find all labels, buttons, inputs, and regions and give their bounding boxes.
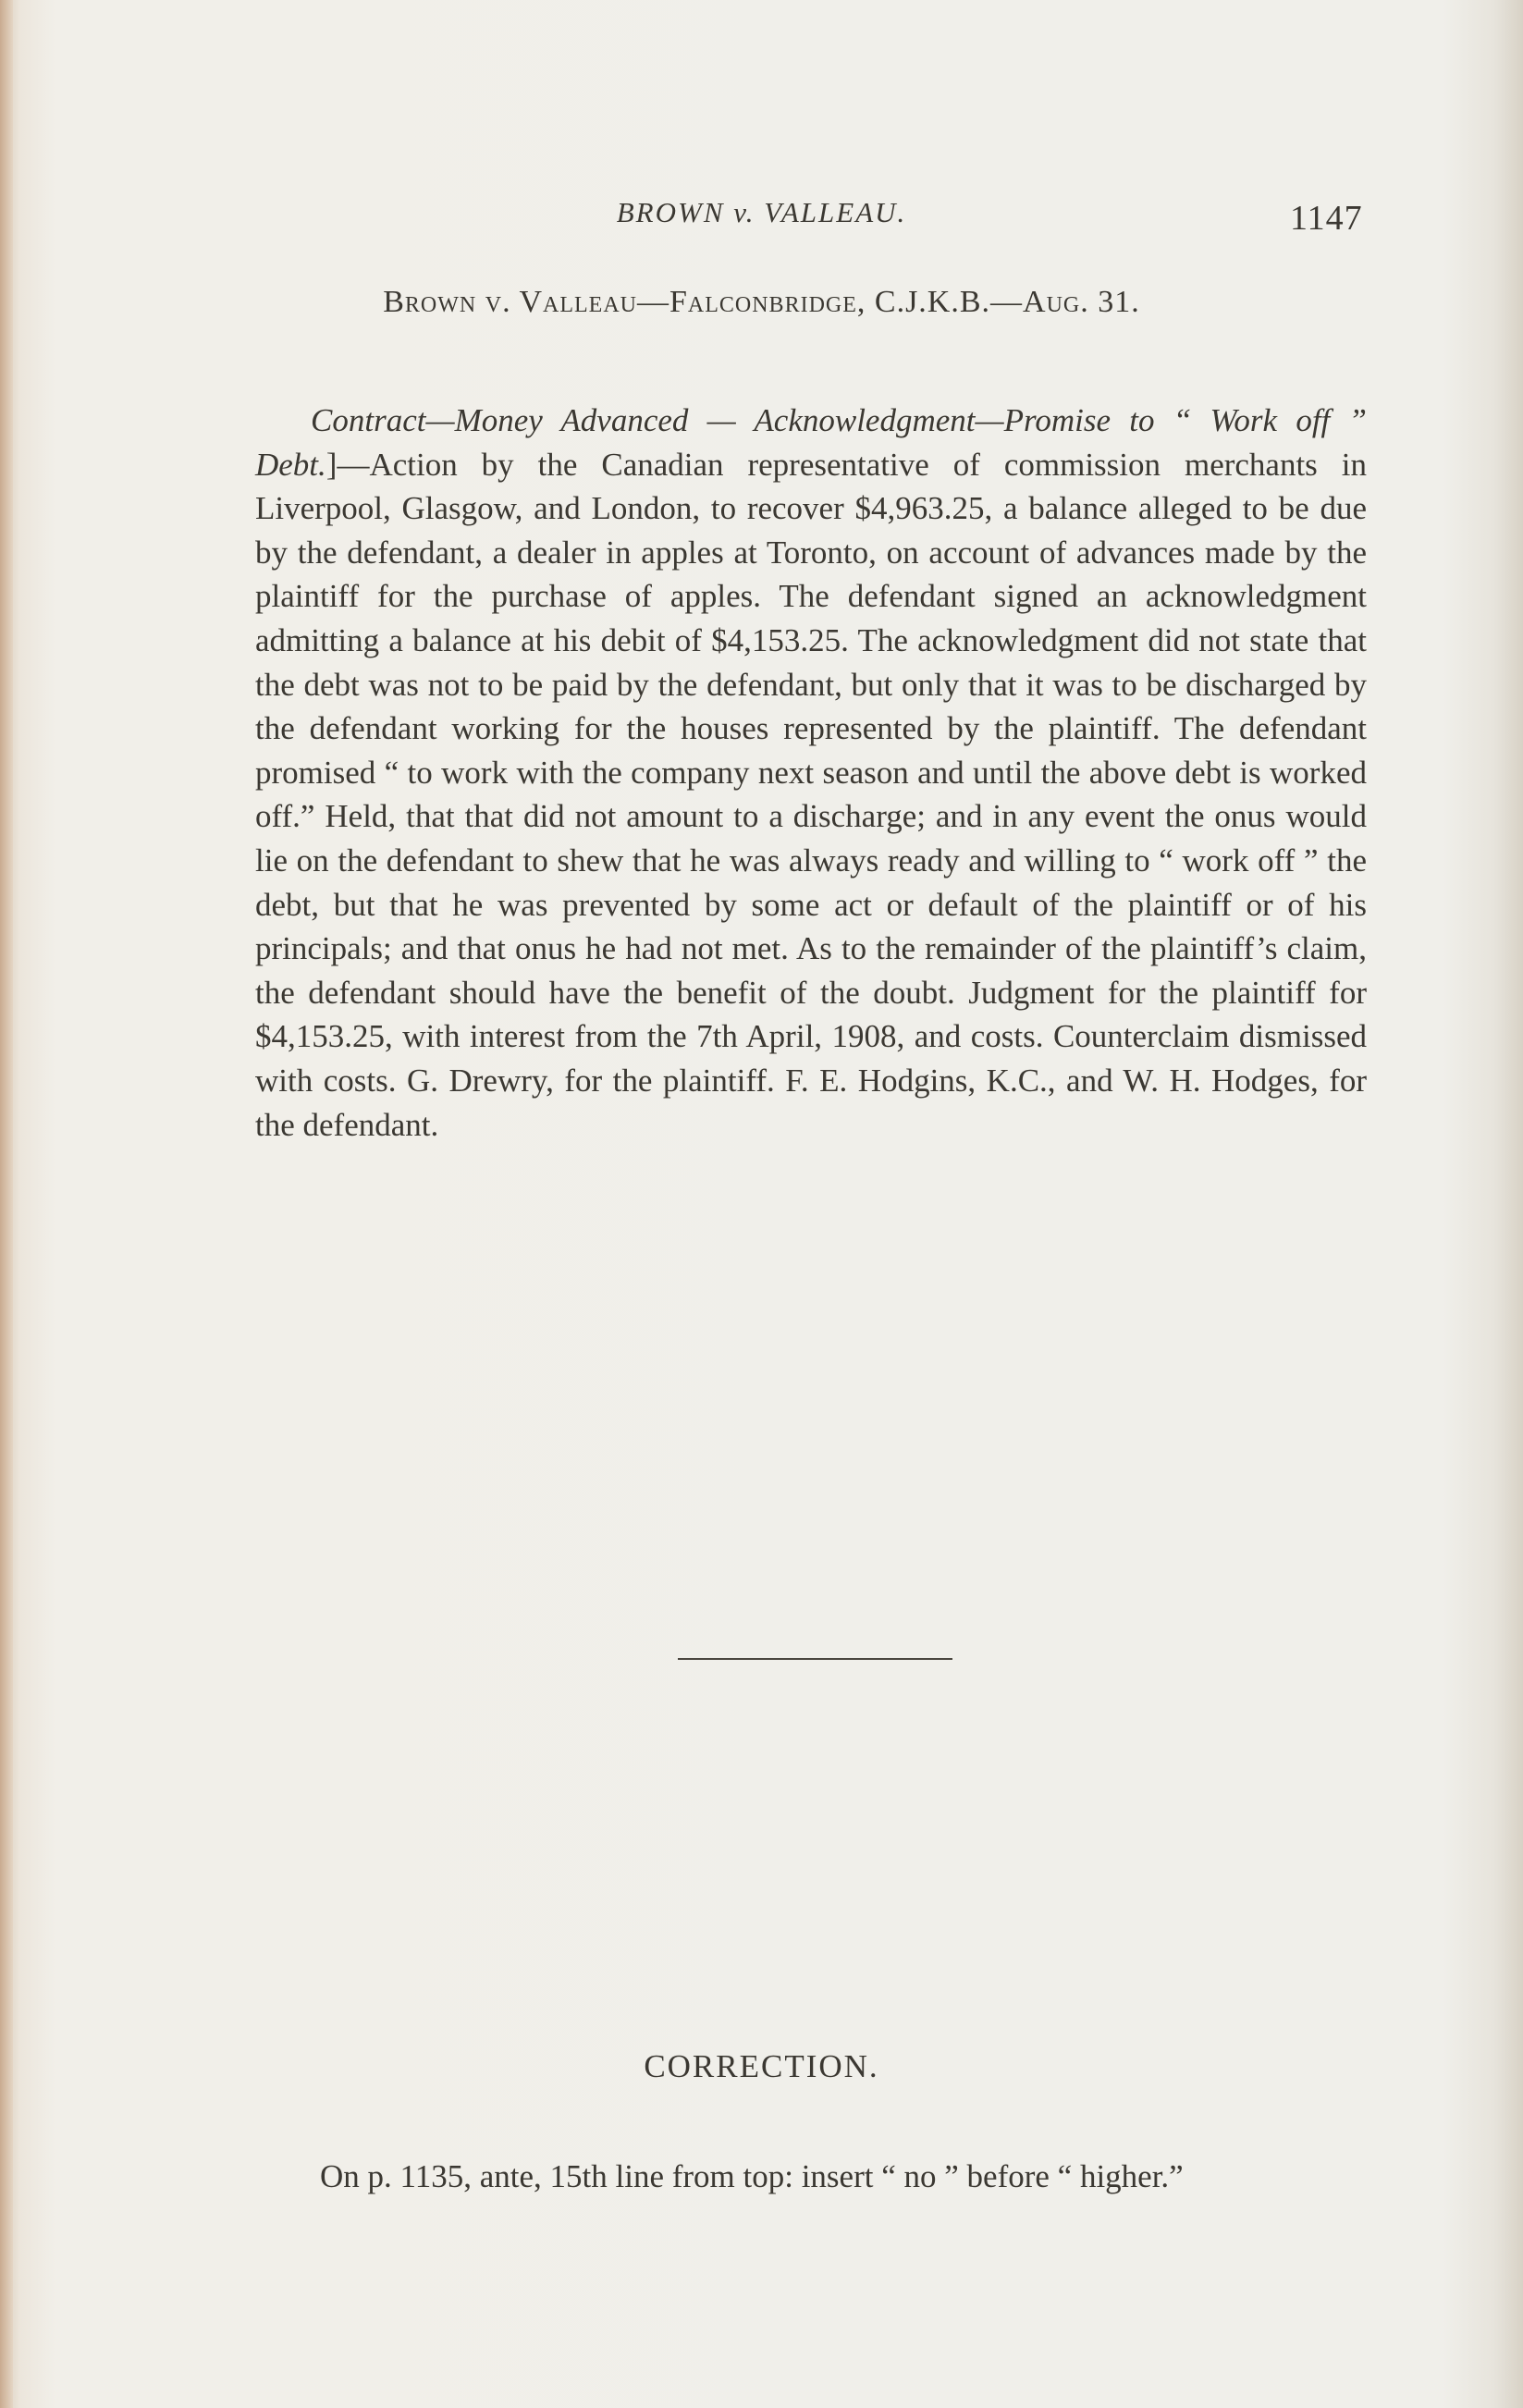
book-spine-edge — [0, 0, 13, 2408]
section-divider — [678, 1658, 952, 1660]
case-summary-text: ]—Action by the Canadian representative of commission merchants in Liverpool, Glasgow, and London, to recover $4,963.25, a balance alleged to be due by the defendant, a dealer in apples at Toronto, on account of advances made by the plaintiff for the purchase of apples. The defendant signed an acknowledgment admitting a balance at his debit of $4,153.25. The acknowledgment did not state that the debt was not to be paid by the defendant, but only that it was to be discharged by the defendant working for the houses represented by the plaintiff. The defendant promised “ to work with the company next season and until the above debt is worked off.” Held, that that did not amount to a discharge; and in any event the onus would lie on the defendant to shew that he was always ready and willing to “ work off ” the debt, but that he was prevented by some act or default of the plaintiff or of his principals; and that onus he had not met. As to the remainder of the plaintiff’s claim, the defendant should have the benefit of the doubt. Judgment for the plaintiff for $4,153.25, with interest from the 7th April, 1908, and costs. Counterclaim dismissed with costs. G. Drewry, for the plaintiff. F. E. Hodgins, K.C., and W. H. Hodges, for the defendant. — [255, 446, 1367, 1143]
correction-text: On p. 1135, ante, 15th line from top: insert “ no ” before “ higher.” — [320, 2158, 1184, 2194]
case-title: Brown v. Valleau—Falconbridge, C.J.K.B.—Aug. 31. — [383, 285, 1140, 319]
case-summary-paragraph — [255, 399, 1367, 1147]
running-head: BROWN v. VALLEAU. — [616, 196, 907, 228]
correction-heading: CORRECTION. — [644, 2048, 879, 2084]
page-number: 1147 — [1290, 199, 1363, 238]
catchwords: Contract—Money Advanced — Acknowledgment—Promise to “ Work off ” Debt. — [255, 402, 1367, 483]
